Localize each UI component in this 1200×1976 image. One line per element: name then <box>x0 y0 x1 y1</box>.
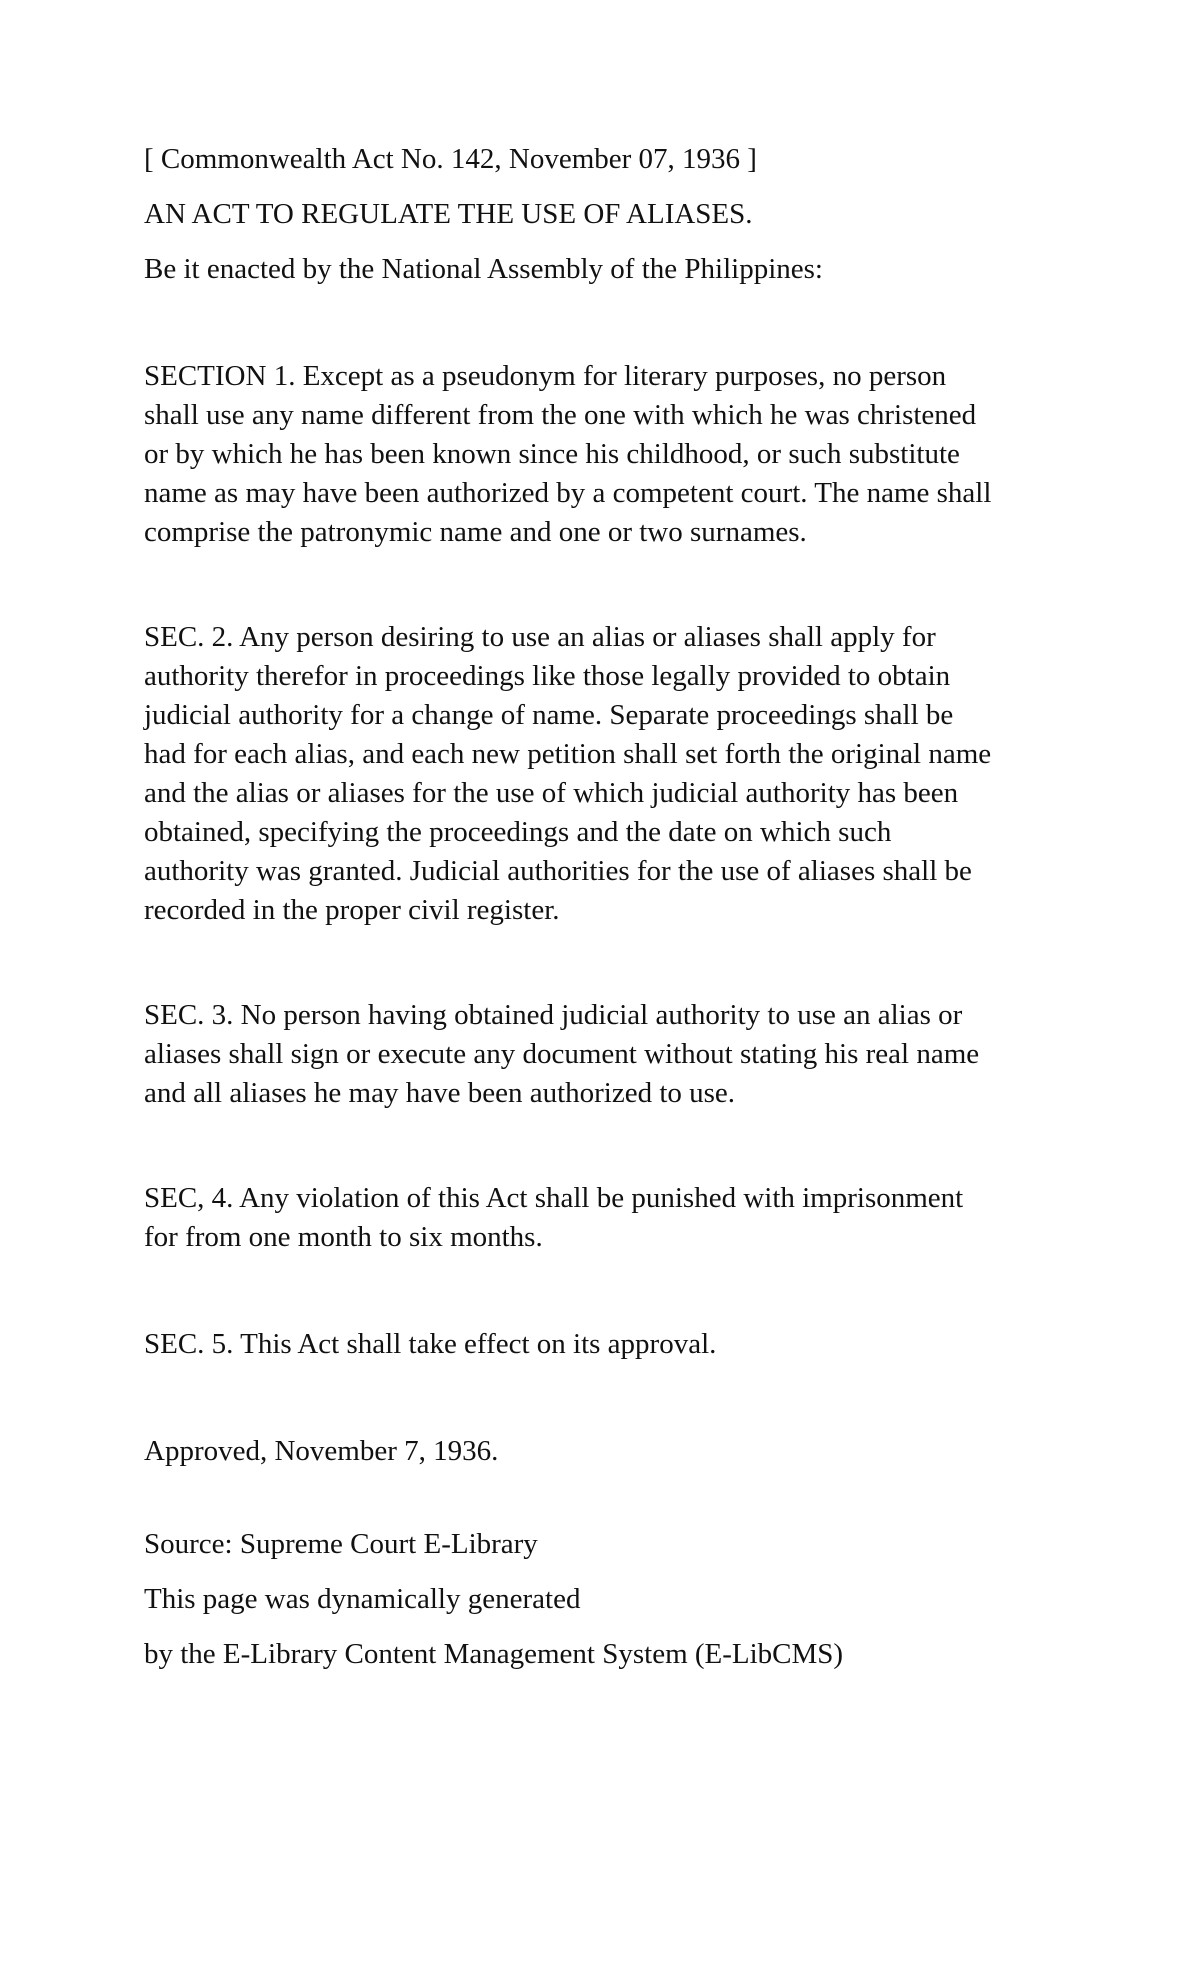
section-5: SEC. 5. This Act shall take effect on its approval. <box>144 1328 717 1360</box>
section-1: SECTION 1. Except as a pseudonym for literary purposes, no person shall use any name different from the one with which he was christened or by which he has been known since his childhood, or such substitute name as may have been authorized by a competent court. The name shall comprise the patronymic name and one or two surnames. <box>144 360 992 548</box>
act-title: AN ACT TO REGULATE THE USE OF ALIASES. <box>144 198 753 230</box>
approval-date: Approved, November 7, 1936. <box>144 1435 499 1467</box>
section-3: SEC. 3. No person having obtained judicial authority to use an alias or aliases shall sign or execute any document without stating his real name and all aliases he may have been authorized to use. <box>144 999 980 1109</box>
enacting-clause: Be it enacted by the National Assembly of the Philippines: <box>144 253 823 285</box>
document-body <box>144 140 1084 1690</box>
generated-line-2: by the E-Library Content Management System (E-LibCMS) <box>144 1638 844 1670</box>
source-line: Source: Supreme Court E-Library <box>144 1528 538 1560</box>
section-4: SEC, 4. Any violation of this Act shall be punished with imprisonment for from one month to six months. <box>144 1182 964 1253</box>
document-header <box>144 140 1084 289</box>
document-footer <box>144 1525 1084 1674</box>
section-2: SEC. 2. Any person desiring to use an alias or aliases shall apply for authority therefor in proceedings like those legally provided to obtain judicial authority for a change of name. Separate proceedings shall be had for each alias, and each new petition shall set forth the original name and the alias or aliases for the use of which judicial authority has been obtained, specifying the proceedings and the date on which such authority was granted. Judicial authorities for the use of aliases shall be recorded in the proper civil register. <box>144 621 992 926</box>
act-citation: [ Commonwealth Act No. 142, November 07, 1936 ] <box>144 143 757 175</box>
generated-line-1: This page was dynamically generated <box>144 1583 581 1615</box>
